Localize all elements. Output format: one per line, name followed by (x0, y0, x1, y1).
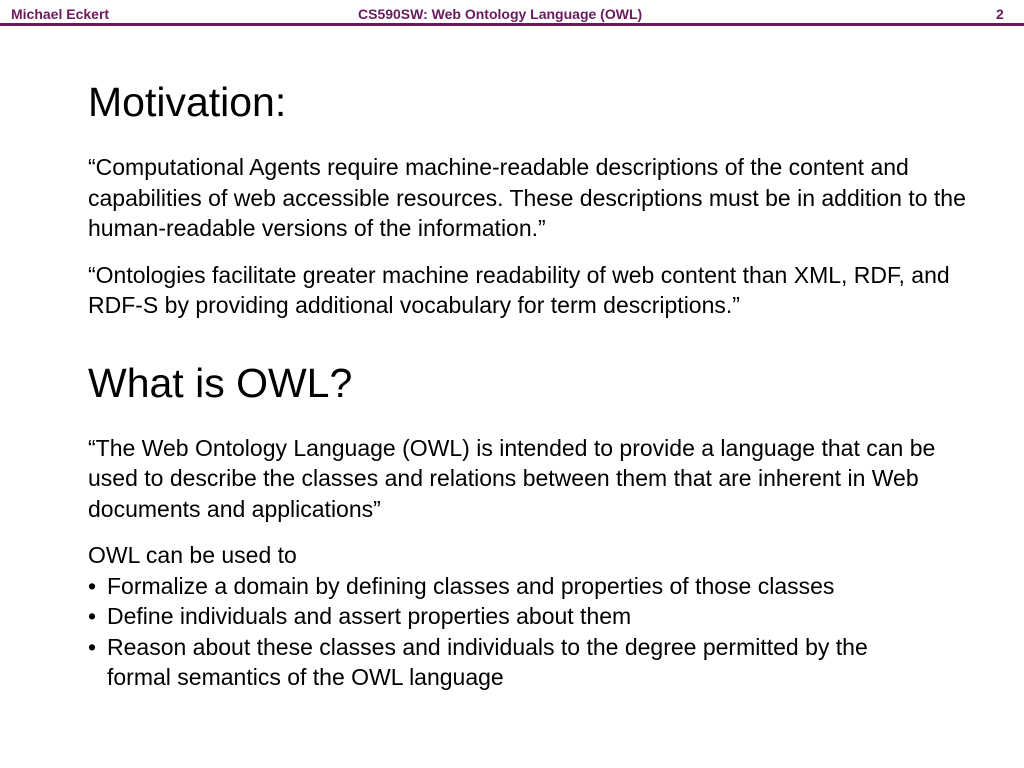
list-item (88, 601, 988, 632)
list-item-text: Reason about these classes and individuals to the degree permitted by the formal semantics of the OWL language (107, 633, 868, 690)
bullet-icon: • (88, 603, 97, 629)
list-item-text: Formalize a domain by defining classes and properties of those classes (107, 572, 835, 599)
header-title: CS590SW: Web Ontology Language (OWL) (358, 6, 643, 22)
what-is-owl-heading: What is OWL? (88, 359, 353, 406)
motivation-quote-2: “Ontologies facilitate greater machine readability of web content than XML, RDF, and RDF-S by providing additional vocabulary for term descriptions.” (88, 261, 950, 318)
bullet-icon: • (88, 633, 97, 660)
list-item (88, 571, 988, 602)
slide-header (0, 0, 1024, 26)
header-author: Michael Eckert (11, 6, 110, 22)
bullet-icon: • (88, 572, 97, 599)
motivation-quote-1: “Computational Agents require machine-readable descriptions of the content and capabilities of web accessible resources. These descriptions must be in addition to the human-readable versions of the information.” (88, 154, 966, 241)
list-item (88, 632, 897, 693)
owl-definition-quote: “The Web Ontology Language (OWL) is intended to provide a language that can be used to describe the classes and relations between them that are inherent in Web documents and applications” (88, 434, 936, 522)
slide-body (88, 77, 988, 693)
motivation-heading: Motivation: (88, 79, 287, 125)
owl-uses-intro: OWL can be used to (88, 542, 297, 568)
list-item-text: Define individuals and assert properties about them (107, 603, 632, 629)
header-page-number: 2 (996, 6, 1004, 22)
owl-uses-list (88, 571, 988, 693)
